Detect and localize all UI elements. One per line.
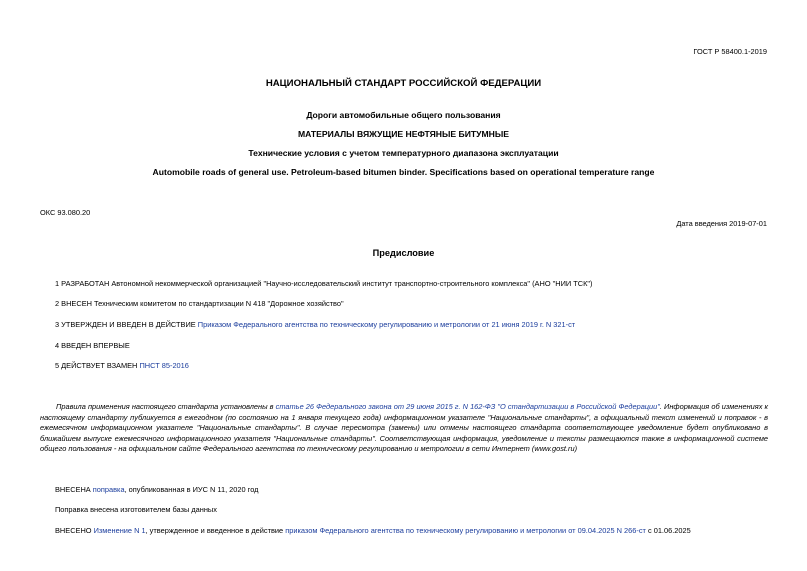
amendment-note-suffix: , опубликованная в ИУС N 11, 2020 год <box>124 485 259 494</box>
preface-item-4: 4 ВВЕДЕН ВПЕРВЫЕ <box>55 341 130 350</box>
introduction-date: Дата введения 2019-07-01 <box>676 219 767 228</box>
change-note-middle: , утвержденное и введенное в действие <box>145 526 286 535</box>
federal-law-link[interactable]: статье 26 Федерального закона от 29 июня 2015 г. N 162-ФЗ "О стандартизации в Российской Федерации" <box>275 402 660 411</box>
oks-code: ОКС 93.080.20 <box>40 208 91 217</box>
title-line-3: Технические условия с учетом температурного диапазона эксплуатации <box>248 148 559 158</box>
amendment-note <box>55 485 258 495</box>
amendment-link[interactable]: поправка <box>92 485 125 494</box>
change-note-suffix: с 01.06.2025 <box>645 526 691 535</box>
rules-paragraph <box>40 402 768 455</box>
preface-item-3-label: 3 УТВЕРЖДЕН И ВВЕДЕН В ДЕЙСТВИЕ <box>55 320 198 329</box>
amendment-note-prefix: ВНЕСЕНА <box>55 485 93 494</box>
change-note <box>55 526 691 536</box>
preface-item-1: 1 РАЗРАБОТАН Автономной некоммерческой организацией "Научно-исследовательский институт транспортно-строительного комплекса" (АНО "НИИ ТСК") <box>55 279 593 288</box>
title-line-2: МАТЕРИАЛЫ ВЯЖУЩИЕ НЕФТЯНЫЕ БИТУМНЫЕ <box>298 129 509 139</box>
amendment-db-note: Поправка внесена изготовителем базы данных <box>55 505 217 514</box>
preface-item-5-label: 5 ДЕЙСТВУЕТ ВЗАМЕН <box>55 361 140 370</box>
change-order-link[interactable]: приказом Федерального агентства по техническому регулированию и метрологии от 09.04.2025 N 266-ст <box>285 526 646 535</box>
preface-item-3 <box>55 320 575 330</box>
order-link[interactable]: Приказом Федерального агентства по техническому регулированию и метрологии от 21 июня 2019 г. N 321-ст <box>197 320 576 329</box>
change-1-link[interactable]: Изменение N 1 <box>93 526 146 535</box>
change-note-prefix: ВНЕСЕНО <box>55 526 94 535</box>
preface-item-2: 2 ВНЕСЕН Техническим комитетом по стандартизации N 418 "Дорожное хозяйство" <box>55 299 344 308</box>
rules-text-rest: . Информация об изменениях к настоящему стандарту публикуется в ежегодном (по состоянию на 1 января текущего года) информационном указателе "Национальные стандарты", а официальный текст изменений и поправок - в ежемесячном информационном указателе "Национальные стандарты". В случае пересмотра (замены) или отмены настоящего стандарта соответствующее уведомление будет опубликовано в ближайшем выпуске ежемесячного информационного указателя "Национальные стандарты". Соответствующая информация, уведомление и тексты размещаются также в информационной системе общего пользования - на официальном сайте Федерального агентства по техническому регулированию и метрологии в сети Интернет (www.gost.ru) <box>40 402 768 453</box>
document-code: ГОСТ Р 58400.1-2019 <box>693 47 767 56</box>
english-title: Automobile roads of general use. Petroleum-based bitumen binder. Specifications based on operational temperature range <box>152 167 655 177</box>
national-standard-title: НАЦИОНАЛЬНЫЙ СТАНДАРТ РОССИЙСКОЙ ФЕДЕРАЦИИ <box>265 78 542 89</box>
preface-item-5 <box>55 361 189 371</box>
title-line-1: Дороги автомобильные общего пользования <box>306 110 501 120</box>
preface-heading: Предисловие <box>372 248 435 258</box>
rules-text-start: Правила применения настоящего стандарта установлены в <box>56 402 276 411</box>
pnst-link[interactable]: ПНСТ 85-2016 <box>139 361 189 370</box>
